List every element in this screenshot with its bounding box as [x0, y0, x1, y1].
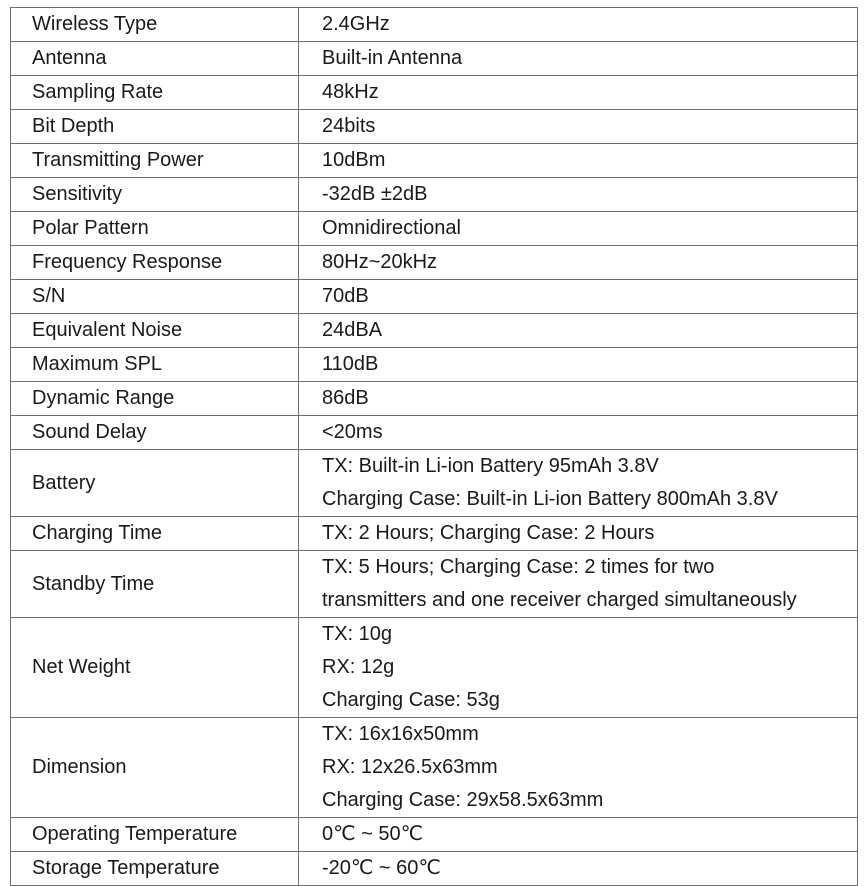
table-row [11, 348, 858, 382]
spec-value-line: <20ms [322, 421, 383, 443]
spec-label: Net Weight [11, 618, 299, 718]
spec-value [299, 382, 858, 416]
spec-value [299, 212, 858, 246]
table-row [11, 280, 858, 314]
spec-value-line: TX: 10g [322, 623, 393, 645]
spec-value [299, 517, 858, 551]
spec-value [299, 42, 858, 76]
spec-label: Bit Depth [11, 110, 299, 144]
spec-value [299, 178, 858, 212]
table-row [11, 76, 858, 110]
spec-value [299, 76, 858, 110]
spec-value-line: 24dBA [322, 319, 383, 341]
spec-value-line: 2.4GHz [322, 13, 390, 35]
spec-value-line: 86dB [322, 387, 369, 409]
table-row [11, 382, 858, 416]
table-row [11, 212, 858, 246]
table-row [11, 144, 858, 178]
spec-label: Equivalent Noise [11, 314, 299, 348]
spec-value-line: TX: 2 Hours; Charging Case: 2 Hours [322, 522, 655, 544]
spec-value [299, 551, 858, 618]
spec-value [299, 450, 858, 517]
spec-value-line: -32dB ±2dB [322, 183, 428, 205]
spec-value-line: Omnidirectional [322, 217, 461, 239]
spec-label: Charging Time [11, 517, 299, 551]
table-row [11, 314, 858, 348]
spec-label: Battery [11, 450, 299, 517]
spec-table [10, 7, 858, 886]
table-row [11, 178, 858, 212]
spec-value-line: 70dB [322, 285, 369, 307]
spec-value [299, 818, 858, 852]
table-row [11, 416, 858, 450]
table-row [11, 8, 858, 42]
spec-value-line: 0℃ ~ 50℃ [322, 823, 424, 845]
spec-value-line: 24bits [322, 115, 376, 137]
spec-value-line: 110dB [322, 353, 379, 375]
table-row [11, 42, 858, 76]
spec-value-line: transmitters and one receiver charged simultaneously [322, 589, 797, 611]
spec-value-line: Charging Case: 53g [322, 689, 500, 711]
spec-label: Maximum SPL [11, 348, 299, 382]
spec-value [299, 416, 858, 450]
table-row [11, 551, 858, 618]
spec-value-line: TX: 5 Hours; Charging Case: 2 times for two [322, 556, 715, 578]
spec-value [299, 718, 858, 818]
table-row [11, 110, 858, 144]
spec-value-line: TX: Built-in Li-ion Battery 95mAh 3.8V [322, 455, 659, 477]
spec-value [299, 618, 858, 718]
spec-label: Sampling Rate [11, 76, 299, 110]
spec-value [299, 348, 858, 382]
spec-label: Transmitting Power [11, 144, 299, 178]
spec-value-line: Built-in Antenna [322, 47, 463, 69]
spec-label: Storage Temperature [11, 852, 299, 886]
spec-label: Sensitivity [11, 178, 299, 212]
spec-label: Wireless Type [11, 8, 299, 42]
spec-label: Standby Time [11, 551, 299, 618]
table-row [11, 450, 858, 517]
spec-value-line: TX: 16x16x50mm [322, 723, 479, 745]
spec-value [299, 8, 858, 42]
spec-label: S/N [11, 280, 299, 314]
spec-label: Dynamic Range [11, 382, 299, 416]
spec-value [299, 144, 858, 178]
spec-value-line: Charging Case: 29x58.5x63mm [322, 789, 604, 811]
table-row [11, 618, 858, 718]
spec-label: Antenna [11, 42, 299, 76]
spec-label: Sound Delay [11, 416, 299, 450]
spec-value-line: Charging Case: Built-in Li-ion Battery 800mAh 3.8V [322, 488, 778, 510]
spec-value-line: 80Hz~20kHz [322, 251, 438, 273]
spec-value-line: 48kHz [322, 81, 379, 103]
table-row [11, 718, 858, 818]
spec-value [299, 280, 858, 314]
table-row [11, 246, 858, 280]
spec-value-line: RX: 12x26.5x63mm [322, 756, 498, 778]
spec-value-line: RX: 12g [322, 656, 395, 678]
spec-value [299, 110, 858, 144]
spec-label: Dimension [11, 718, 299, 818]
spec-value-line: 10dBm [322, 149, 386, 171]
spec-value [299, 246, 858, 280]
spec-label: Operating Temperature [11, 818, 299, 852]
spec-value-line: -20℃ ~ 60℃ [322, 857, 441, 879]
table-row [11, 517, 858, 551]
spec-label: Frequency Response [11, 246, 299, 280]
spec-value [299, 314, 858, 348]
spec-table-body [11, 8, 858, 886]
spec-label: Polar Pattern [11, 212, 299, 246]
table-row [11, 818, 858, 852]
